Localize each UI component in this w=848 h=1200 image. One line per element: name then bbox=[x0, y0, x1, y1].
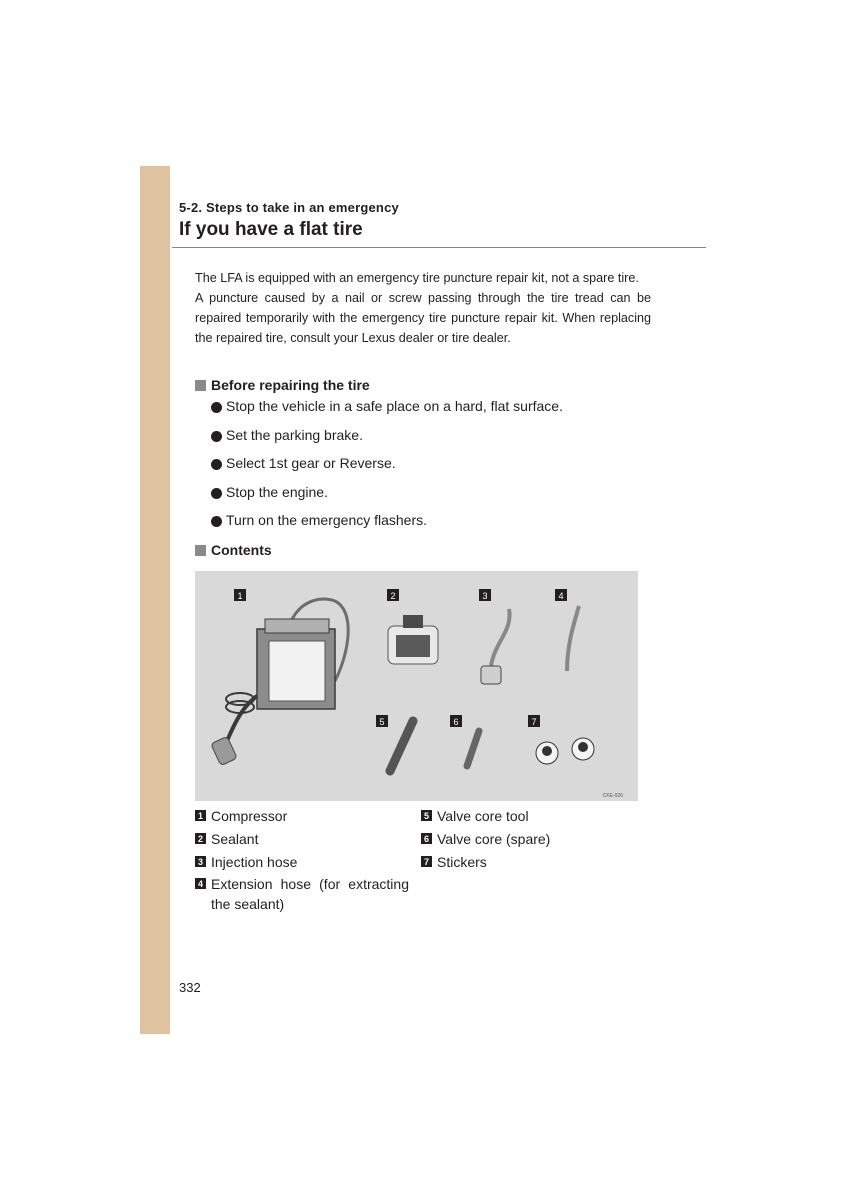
repair-kit-drawing bbox=[195, 571, 638, 801]
compressor-lid bbox=[265, 619, 329, 633]
sealant-label bbox=[396, 635, 430, 657]
before-repair-heading bbox=[195, 377, 370, 393]
legend-label: Valve core (spare) bbox=[437, 831, 551, 847]
legend-item-1 bbox=[195, 806, 287, 826]
list-item-text: Stop the vehicle in a safe place on a hard, flat surface. bbox=[226, 398, 563, 414]
legend-item-5 bbox=[421, 806, 529, 826]
svg-text:2: 2 bbox=[390, 591, 396, 601]
repair-kit-illustration bbox=[195, 571, 638, 801]
legend-number: 5 bbox=[421, 810, 432, 821]
list-item bbox=[211, 398, 563, 427]
legend-label: Sealant bbox=[211, 831, 259, 847]
legend-item-7 bbox=[421, 852, 487, 872]
svg-text:7: 7 bbox=[531, 717, 537, 727]
contents-heading bbox=[195, 542, 272, 558]
legend-number: 1 bbox=[195, 810, 206, 821]
compressor-panel bbox=[269, 641, 325, 701]
legend-label: Valve core tool bbox=[437, 808, 529, 824]
power-plug bbox=[211, 736, 237, 765]
sticker-mark bbox=[542, 746, 552, 756]
list-item-text: Select 1st gear or Reverse. bbox=[226, 455, 396, 471]
page-title: If you have a flat tire bbox=[179, 219, 363, 240]
legend-number: 3 bbox=[195, 856, 206, 867]
square-bullet-icon bbox=[195, 380, 206, 391]
callout-5 bbox=[376, 715, 388, 727]
legend-item-2 bbox=[195, 829, 258, 849]
injection-hose-fitting bbox=[481, 666, 501, 684]
valve-core-tool bbox=[390, 721, 413, 771]
valve-core bbox=[467, 731, 479, 766]
bullet-icon bbox=[211, 488, 222, 499]
callout-7 bbox=[528, 715, 540, 727]
sticker-mark bbox=[578, 742, 588, 752]
legend-number: 2 bbox=[195, 833, 206, 844]
intro-text bbox=[195, 268, 651, 348]
bullet-icon bbox=[211, 516, 222, 527]
list-item bbox=[211, 427, 563, 456]
title-divider bbox=[172, 247, 706, 248]
before-repair-list bbox=[211, 398, 563, 541]
bullet-icon bbox=[211, 431, 222, 442]
legend-item-3 bbox=[195, 852, 297, 872]
legend-label: Compressor bbox=[211, 808, 288, 824]
list-item bbox=[211, 512, 563, 541]
svg-text:1: 1 bbox=[237, 591, 243, 601]
bullet-icon bbox=[211, 402, 222, 413]
legend-label: Extension hose (for extracting the sealant) bbox=[211, 876, 409, 912]
chapter-side-tab bbox=[140, 166, 170, 1034]
callout-1 bbox=[234, 589, 246, 601]
before-repair-heading-text: Before repairing the tire bbox=[211, 377, 370, 393]
legend-label: Injection hose bbox=[211, 854, 298, 870]
extension-hose bbox=[567, 606, 579, 671]
legend-item-6 bbox=[421, 829, 550, 849]
intro-paragraph-1: The LFA is equipped with an emergency tire puncture repair kit, not a spare tire. bbox=[195, 271, 639, 285]
legend-number: 7 bbox=[421, 856, 432, 867]
callout-2 bbox=[387, 589, 399, 601]
legend-label: Stickers bbox=[437, 854, 487, 870]
legend-item-4 bbox=[195, 874, 409, 914]
legend-number: 6 bbox=[421, 833, 432, 844]
svg-text:3: 3 bbox=[482, 591, 488, 601]
intro-paragraph-2: A puncture caused by a nail or screw passing through the tire tread can be repaired temporarily with the emergency tire puncture repair kit. When replacing the repaired tire, consult your Lexus dealer or tire dealer. bbox=[195, 291, 651, 345]
list-item-text: Set the parking brake. bbox=[226, 426, 363, 443]
svg-text:6: 6 bbox=[453, 717, 459, 727]
sealant-cap bbox=[403, 615, 423, 628]
list-item-text: Stop the engine. bbox=[226, 483, 328, 500]
svg-text:4: 4 bbox=[558, 591, 564, 601]
svg-text:5: 5 bbox=[379, 717, 385, 727]
callout-4 bbox=[555, 589, 567, 601]
list-item bbox=[211, 484, 563, 513]
square-bullet-icon bbox=[195, 545, 206, 556]
contents-heading-text: Contents bbox=[211, 542, 272, 558]
page-number: 332 bbox=[179, 980, 201, 995]
callout-6 bbox=[450, 715, 462, 727]
injection-hose bbox=[491, 609, 510, 666]
section-label: 5-2. Steps to take in an emergency bbox=[179, 200, 399, 215]
list-item-text: Turn on the emergency flashers. bbox=[226, 512, 428, 528]
list-item bbox=[211, 455, 563, 484]
figure-code: CKE-026 bbox=[602, 793, 623, 799]
legend-number: 4 bbox=[195, 878, 206, 889]
callout-3 bbox=[479, 589, 491, 601]
bullet-icon bbox=[211, 459, 222, 470]
